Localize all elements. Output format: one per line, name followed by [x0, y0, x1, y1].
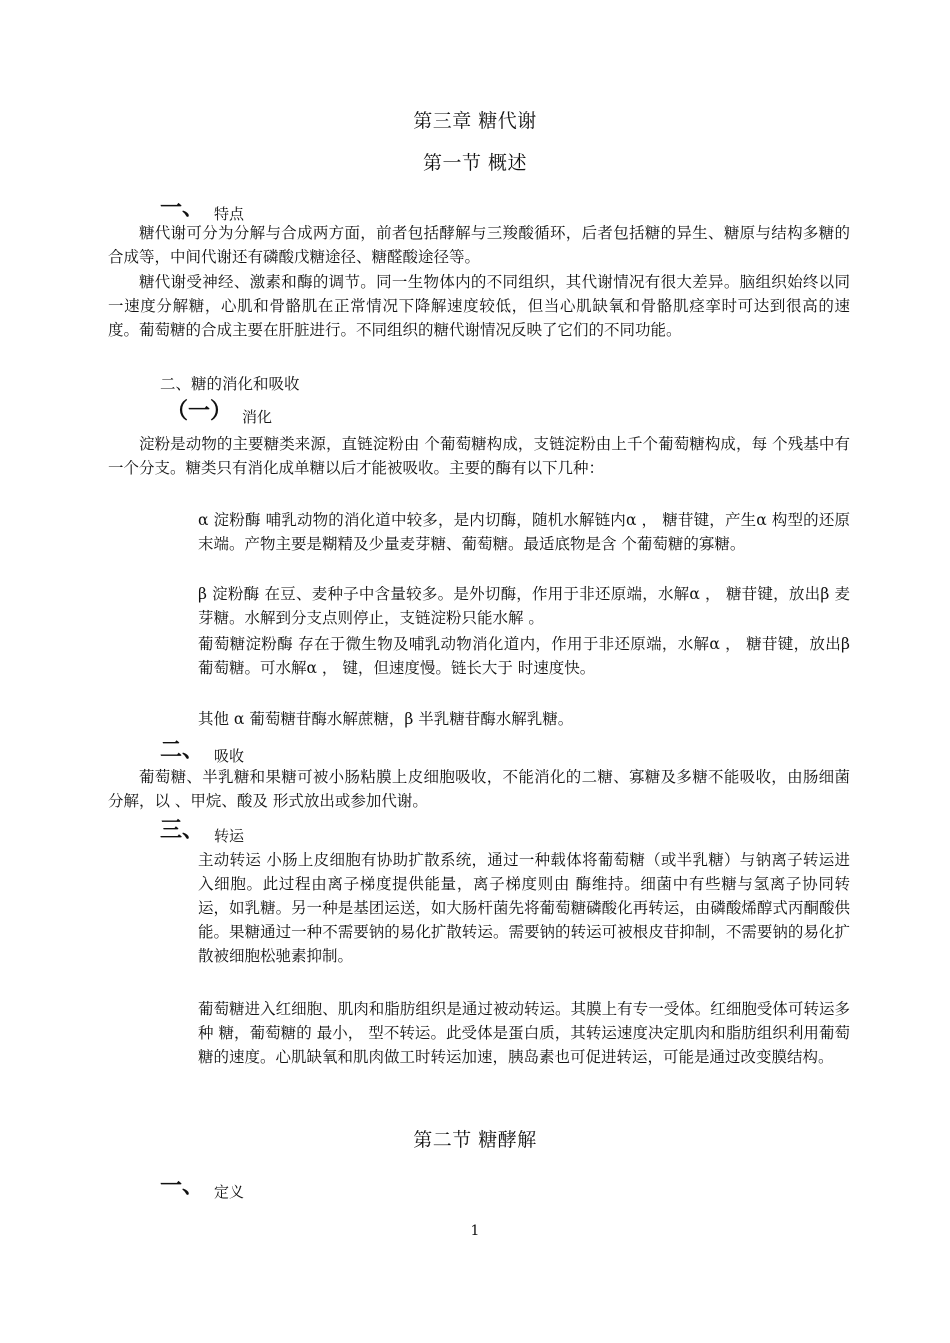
heading-digestion-absorption: 二、糖的消化和吸收	[160, 375, 300, 393]
heading-number: 一、	[160, 1173, 205, 1199]
heading-number: 二、	[160, 737, 205, 763]
chapter-title: 第三章 糖代谢	[413, 110, 537, 132]
paragraph-other-enzymes: 其他 α 葡萄糖苷酶水解蔗糖，β 半乳糖苷酶水解乳糖。	[198, 710, 574, 728]
paragraph-metabolism-overview: 糖代谢可分为分解与合成两方面，前者包括酵解与三羧酸循环，后者包括糖的异生、糖原与结构多糖的合成等，中间代谢还有磷酸戊糖途径、糖醛酸途径等。	[108, 224, 850, 266]
page-number: 1	[470, 1223, 480, 1239]
heading-text: 定义	[214, 1183, 245, 1201]
paragraph-glucoamylase: 葡萄糖淀粉酶 存在于微生物及哺乳动物消化道内，作用于非还原端，水解α ， 糖苷键，放出β 葡萄糖。可水解α ， 键，但速度慢。链长大于 时速度快。	[198, 635, 850, 677]
heading-text: 吸收	[214, 747, 245, 765]
paragraph-regulation: 糖代谢受神经、激素和酶的调节。同一生物体内的不同组织，其代谢情况有很大差异。脑组织始终以同一速度分解糖，心肌和骨骼肌在正常情况下降解速度较低，但当心肌缺氧和骨骼肌痉挛时可达到很高的速度。葡萄糖的合成主要在肝脏进行。不同组织的糖代谢情况反映了它们的不同功能。	[108, 273, 850, 339]
section-title-overview: 第一节 概述	[422, 152, 528, 174]
heading-text: 消化	[242, 408, 273, 426]
heading-number: （一）	[166, 398, 233, 424]
heading-digestion	[166, 398, 272, 429]
heading-text: 转运	[214, 827, 245, 845]
section-title-glycolysis: 第二节 糖酵解	[413, 1129, 537, 1151]
paragraph-alpha-amylase: α 淀粉酶 哺乳动物的消化道中较多，是内切酶，随机水解链内α ， 糖苷键，产生α 构型的还原末端。产物主要是糊精及少量麦芽糖、葡萄糖。最适底物是含 个葡萄糖的寡糖。	[198, 511, 850, 553]
heading-text: 特点	[214, 205, 245, 223]
heading-number: 三、	[160, 817, 205, 843]
heading-definition	[160, 1173, 244, 1204]
paragraph-passive-transport: 葡萄糖进入红细胞、肌肉和脂肪组织是通过被动转运。其膜上有专一受体。红细胞受体可转运多种 糖，葡萄糖的 最小， 型不转运。此受体是蛋白质，其转运速度决定肌肉和脂肪组织利用葡萄糖的速度。心肌缺氧和肌肉做工时转运加速，胰岛素也可促进转运，可能是通过改变膜结构。	[198, 1000, 850, 1066]
heading-number: 一、	[160, 195, 205, 221]
heading-transport	[160, 817, 244, 848]
paragraph-starch: 淀粉是动物的主要糖类来源，直链淀粉由 个葡萄糖构成，支链淀粉由上千个葡萄糖构成，每 个残基中有一个分支。糖类只有消化成单糖以后才能被吸收。主要的酶有以下几种：	[108, 435, 850, 477]
paragraph-active-transport: 主动转运 小肠上皮细胞有协助扩散系统，通过一种载体将葡萄糖（或半乳糖）与钠离子转运进入细胞。此过程由离子梯度提供能量，离子梯度则由 酶维持。细菌中有些糖与氢离子协同转运，如乳糖。另一种是基团运送，如大肠杆菌先将葡萄糖磷酸化再转运，由磷酸烯醇式丙酮酸供能。果糖通过一种不需要钠的易化扩散转运。需要钠的转运可被根皮苷抑制，不需要钠的易化扩散被细胞松驰素抑制。	[198, 851, 850, 965]
paragraph-beta-amylase: β 淀粉酶 在豆、麦种子中含量较多。是外切酶，作用于非还原端，水解α ， 糖苷键，放出β 麦芽糖。水解到分支点则停止，支链淀粉只能水解 。	[198, 585, 850, 627]
heading-absorption	[160, 737, 244, 768]
paragraph-absorption: 葡萄糖、半乳糖和果糖可被小肠粘膜上皮细胞吸收，不能消化的二糖、寡糖及多糖不能吸收，由肠细菌分解，以 、甲烷、酸及 形式放出或参加代谢。	[108, 768, 850, 810]
